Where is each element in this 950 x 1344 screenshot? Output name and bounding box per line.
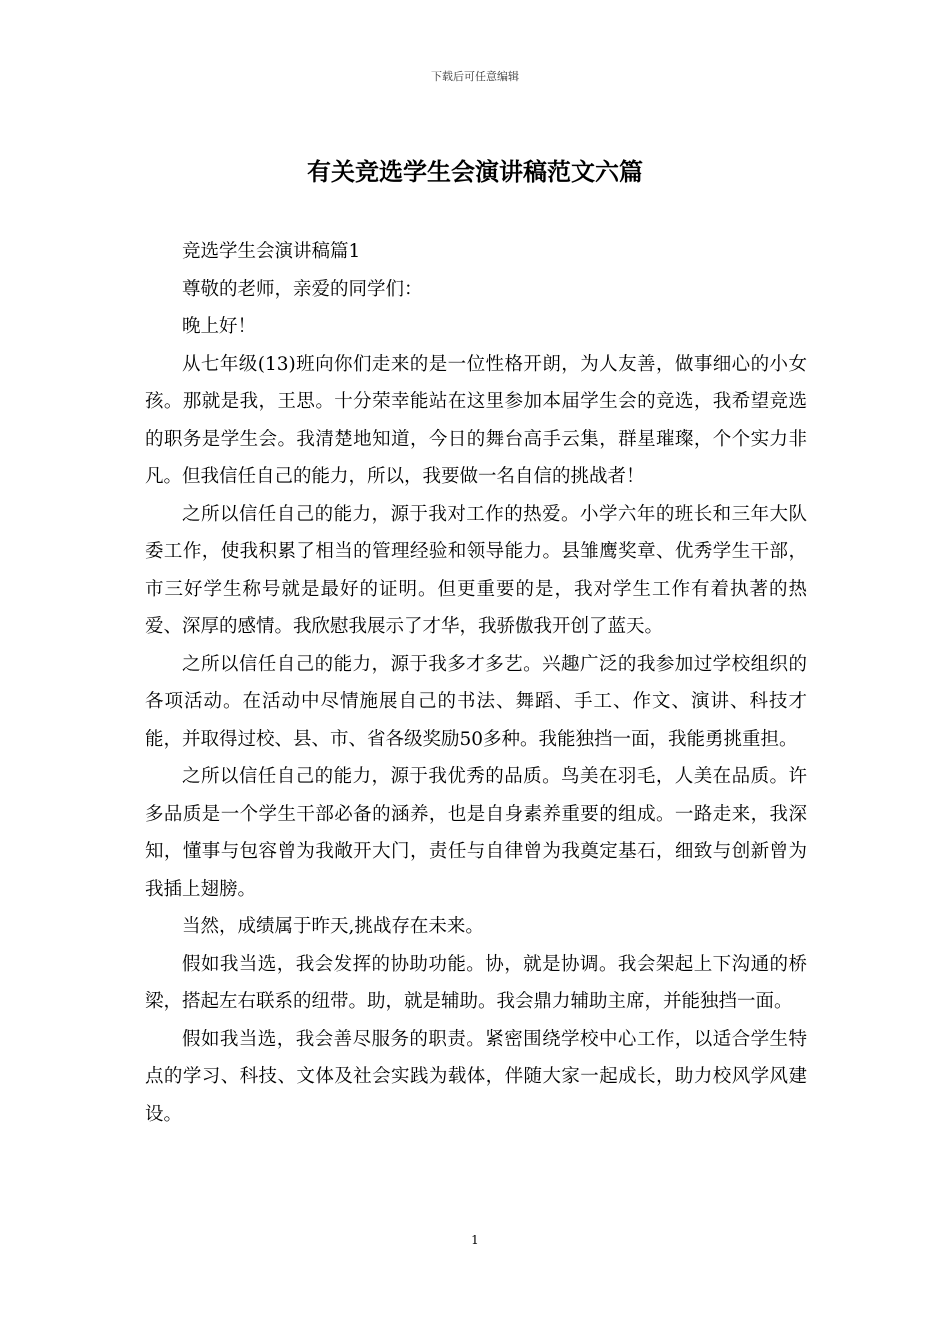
body-paragraph: 假如我当选，我会发挥的协助功能。协，就是协调。我会架起上下沟通的桥梁，搭起左右联系的纽带。助，就是辅助。我会鼎力辅助主席，并能独挡一面。 bbox=[145, 953, 807, 1012]
body-paragraph: 之所以信任自己的能力，源于我多才多艺。兴趣广泛的我参加过学校组织的各项活动。在活动中尽情施展自己的书法、舞蹈、手工、作文、演讲、科技才能，并取得过校、县、市、省各级奖励50多种。我能独挡一面，我能勇挑重担。 bbox=[145, 653, 807, 750]
greeting: 晚上好！ bbox=[182, 316, 257, 337]
body-paragraph: 从七年级(13)班向你们走来的是一位性格开朗，为人友善，做事细心的小女孩。那就是我，王思。十分荣幸能站在这里参加本届学生会的竞选，我希望竞选的职务是学生会。我清楚地知道，今日的舞台高手云集，群星璀璨，个个实力非凡。但我信任自己的能力，所以，我要做一名自信的挑战者！ bbox=[145, 353, 807, 487]
header-note: 下载后可任意编辑 bbox=[431, 70, 519, 83]
salutation: 尊敬的老师，亲爱的同学们： bbox=[182, 278, 423, 300]
body-paragraph: 之所以信任自己的能力，源于我对工作的热爱。小学六年的班长和三年大队委工作，使我积累了相当的管理经验和领导能力。县雏鹰奖章、优秀学生干部，市三好学生称号就是最好的证明。但更重要的是，我对学生工作有着执著的热爱、深厚的感情。我欣慰我展示了才华，我骄傲我开创了蓝天。 bbox=[145, 503, 807, 637]
body-paragraph: 假如我当选，我会善尽服务的职责。紧密围绕学校中心工作，以适合学生特点的学习、科技、文体及社会实践为载体，伴随大家一起成长，助力校风学风建设。 bbox=[145, 1028, 807, 1125]
document-title: 有关竞选学生会演讲稿范文六篇 bbox=[307, 157, 643, 186]
body-paragraph: 之所以信任自己的能力，源于我优秀的品质。鸟美在羽毛，人美在品质。许多品质是一个学生干部必备的涵养，也是自身素养重要的组成。一路走来，我深知，懂事与包容曾为我敞开大门，责任与自律曾为我奠定基石，细致与创新曾为我插上翅膀。 bbox=[145, 766, 807, 900]
body-paragraph: 当然，成绩属于昨天,挑战存在未来。 bbox=[182, 916, 484, 937]
section-heading: 竞选学生会演讲稿篇1 bbox=[182, 241, 361, 262]
page-number: 1 bbox=[471, 1233, 479, 1247]
document-body bbox=[145, 233, 807, 1133]
